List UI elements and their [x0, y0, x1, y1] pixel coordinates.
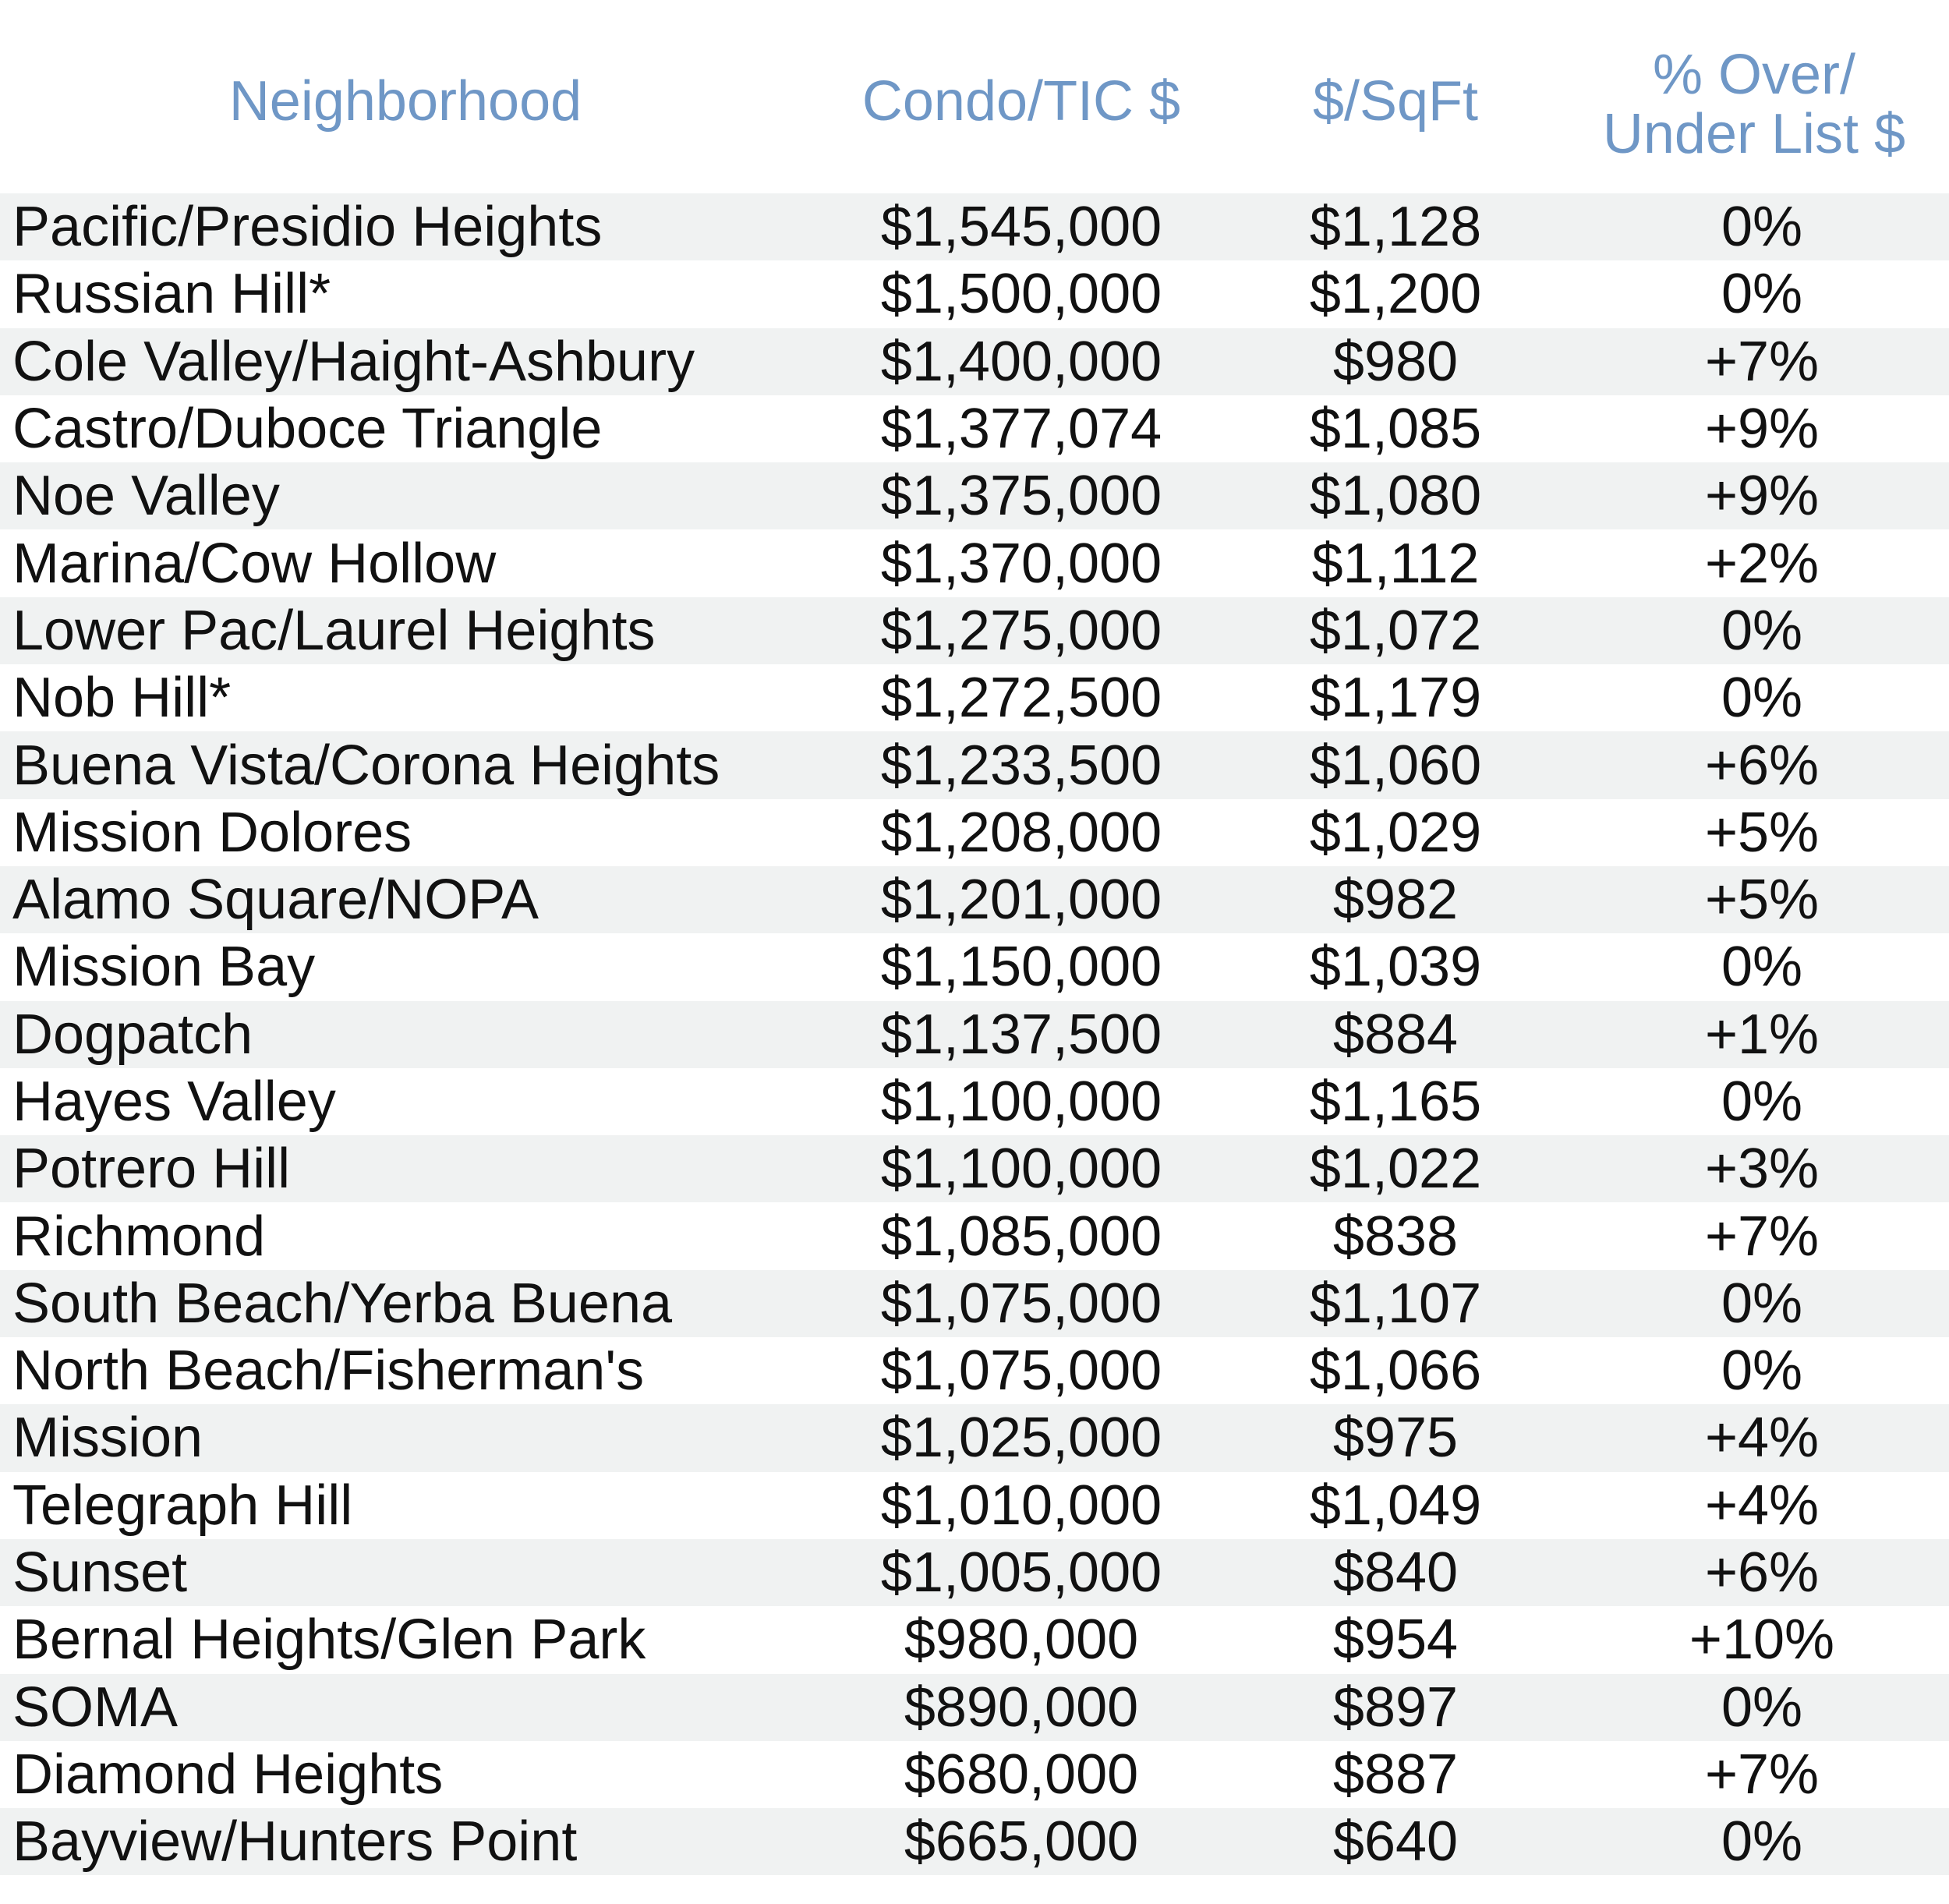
table-row [0, 866, 1949, 933]
cell-price-per-sqft: $1,072 [1309, 599, 1482, 662]
cell-over-under-list: +2% [1704, 532, 1820, 595]
cell-price-per-sqft: $1,085 [1309, 398, 1482, 461]
cell-over-under-list: 0% [1721, 1272, 1803, 1335]
table-row [0, 1337, 1949, 1404]
cell-over-under-list: +4% [1704, 1407, 1820, 1470]
cell-neighborhood: Cole Valley/Haight-Ashbury [12, 330, 695, 393]
cell-price-per-sqft: $1,165 [1309, 1071, 1482, 1133]
cell-neighborhood: Bayview/Hunters Point [12, 1810, 578, 1874]
cell-condo-tic-price: $1,545,000 [880, 196, 1162, 259]
cell-condo-tic-price: $1,233,500 [880, 734, 1162, 797]
cell-over-under-list: +6% [1704, 1541, 1820, 1605]
cell-neighborhood: Dogpatch [12, 1003, 253, 1066]
cell-over-under-list: +9% [1704, 398, 1820, 461]
cell-neighborhood: Noe Valley [12, 465, 280, 528]
cell-condo-tic-price: $1,075,000 [880, 1272, 1162, 1335]
cell-condo-tic-price: $680,000 [904, 1743, 1139, 1806]
cell-condo-tic-price: $1,208,000 [880, 801, 1162, 864]
cell-neighborhood: Mission Bay [12, 936, 316, 999]
cell-price-per-sqft: $640 [1332, 1810, 1459, 1874]
table-row [0, 1674, 1949, 1741]
table-row [0, 462, 1949, 529]
table-row [0, 731, 1949, 798]
cell-neighborhood: Richmond [12, 1205, 266, 1268]
header-condo-tic-price: Condo/TIC $ [861, 70, 1181, 133]
cell-price-per-sqft: $1,128 [1309, 196, 1482, 259]
cell-neighborhood: Lower Pac/Laurel Heights [12, 599, 656, 662]
cell-price-per-sqft: $1,060 [1309, 734, 1482, 797]
cell-neighborhood: Russian Hill* [12, 263, 331, 326]
cell-price-per-sqft: $982 [1332, 869, 1459, 932]
cell-neighborhood: Bernal Heights/Glen Park [12, 1608, 646, 1672]
cell-neighborhood: Diamond Heights [12, 1743, 444, 1806]
cell-over-under-list: +4% [1704, 1474, 1820, 1537]
cell-price-per-sqft: $884 [1332, 1003, 1459, 1066]
cell-neighborhood: SOMA [12, 1676, 179, 1739]
cell-condo-tic-price: $665,000 [904, 1810, 1139, 1874]
cell-price-per-sqft: $897 [1332, 1676, 1459, 1739]
table-row [0, 1202, 1949, 1269]
cell-condo-tic-price: $1,005,000 [880, 1541, 1162, 1605]
table-row [0, 395, 1949, 462]
table-row [0, 933, 1949, 1000]
cell-neighborhood: Hayes Valley [12, 1071, 336, 1133]
table-row [0, 529, 1949, 596]
table-header [0, 0, 1949, 193]
cell-neighborhood: Nob Hill* [12, 667, 232, 730]
table-row [0, 1606, 1949, 1673]
cell-over-under-list: 0% [1721, 599, 1803, 662]
cell-over-under-list: +9% [1704, 465, 1820, 528]
cell-neighborhood: Alamo Square/NOPA [12, 869, 539, 932]
cell-condo-tic-price: $1,201,000 [880, 869, 1162, 932]
cell-price-per-sqft: $840 [1332, 1541, 1459, 1605]
cell-condo-tic-price: $1,100,000 [880, 1138, 1162, 1201]
cell-over-under-list: +1% [1704, 1003, 1820, 1066]
cell-neighborhood: North Beach/Fisherman's [12, 1340, 645, 1403]
cell-price-per-sqft: $838 [1332, 1205, 1459, 1268]
cell-neighborhood: Mission Dolores [12, 801, 412, 864]
cell-price-per-sqft: $1,029 [1309, 801, 1482, 864]
cell-over-under-list: 0% [1721, 936, 1803, 999]
cell-over-under-list: 0% [1721, 667, 1803, 730]
cell-price-per-sqft: $1,179 [1309, 667, 1482, 730]
cell-over-under-list: 0% [1721, 1340, 1803, 1403]
cell-over-under-list: 0% [1721, 196, 1803, 259]
table-row [0, 1741, 1949, 1808]
cell-condo-tic-price: $980,000 [904, 1608, 1139, 1672]
cell-condo-tic-price: $1,375,000 [880, 465, 1162, 528]
cell-over-under-list: +5% [1704, 869, 1820, 932]
cell-neighborhood: South Beach/Yerba Buena [12, 1272, 673, 1335]
table-row [0, 1404, 1949, 1471]
table-row [0, 664, 1949, 731]
cell-neighborhood: Castro/Duboce Triangle [12, 398, 603, 461]
table-row [0, 597, 1949, 664]
cell-over-under-list: +10% [1689, 1608, 1835, 1672]
cell-neighborhood: Pacific/Presidio Heights [12, 196, 603, 259]
cell-price-per-sqft: $1,112 [1311, 532, 1480, 595]
cell-condo-tic-price: $1,272,500 [880, 667, 1162, 730]
header-price-per-sqft: $/SqFt [1312, 70, 1479, 133]
cell-condo-tic-price: $1,150,000 [880, 936, 1162, 999]
table-row [0, 1539, 1949, 1606]
header-over-under-line1: % Over/ [1652, 44, 1856, 106]
table-row [0, 1270, 1949, 1337]
header-neighborhood: Neighborhood [228, 70, 582, 133]
cell-price-per-sqft: $954 [1332, 1608, 1459, 1672]
table-body [0, 193, 1949, 1875]
cell-over-under-list: 0% [1721, 1676, 1803, 1739]
table-row [0, 1135, 1949, 1202]
header-over-under-line2: Under List $ [1602, 103, 1906, 165]
cell-condo-tic-price: $890,000 [904, 1676, 1139, 1739]
cell-condo-tic-price: $1,377,074 [880, 398, 1162, 461]
table-row [0, 1068, 1949, 1135]
cell-price-per-sqft: $1,080 [1309, 465, 1482, 528]
cell-condo-tic-price: $1,025,000 [880, 1407, 1162, 1470]
table-row [0, 1001, 1949, 1068]
header-over-under-list [1559, 45, 1949, 164]
cell-neighborhood: Sunset [12, 1541, 188, 1605]
cell-over-under-list: +3% [1704, 1138, 1820, 1201]
cell-price-per-sqft: $1,107 [1309, 1272, 1482, 1335]
table-row [0, 1808, 1949, 1875]
cell-neighborhood: Buena Vista/Corona Heights [12, 734, 720, 797]
cell-condo-tic-price: $1,100,000 [880, 1071, 1162, 1133]
cell-over-under-list: 0% [1721, 1071, 1803, 1133]
cell-over-under-list: +5% [1704, 801, 1820, 864]
cell-condo-tic-price: $1,085,000 [880, 1205, 1162, 1268]
cell-price-per-sqft: $887 [1332, 1743, 1459, 1806]
cell-over-under-list: +7% [1704, 1205, 1820, 1268]
cell-price-per-sqft: $1,022 [1309, 1138, 1482, 1201]
cell-price-per-sqft: $980 [1332, 330, 1459, 393]
table-row [0, 799, 1949, 866]
table-row [0, 260, 1949, 327]
cell-neighborhood: Telegraph Hill [12, 1474, 353, 1537]
cell-over-under-list: +6% [1704, 734, 1820, 797]
cell-condo-tic-price: $1,137,500 [880, 1003, 1162, 1066]
cell-condo-tic-price: $1,075,000 [880, 1340, 1162, 1403]
cell-over-under-list: +7% [1704, 1743, 1820, 1806]
cell-price-per-sqft: $1,049 [1309, 1474, 1482, 1537]
cell-price-per-sqft: $1,039 [1309, 936, 1482, 999]
cell-condo-tic-price: $1,010,000 [880, 1474, 1162, 1537]
cell-neighborhood: Potrero Hill [12, 1138, 291, 1201]
table-row [0, 193, 1949, 260]
cell-price-per-sqft: $975 [1332, 1407, 1459, 1470]
table-row [0, 1472, 1949, 1539]
cell-neighborhood: Marina/Cow Hollow [12, 532, 497, 595]
cell-condo-tic-price: $1,400,000 [880, 330, 1162, 393]
cell-neighborhood: Mission [12, 1407, 203, 1470]
table-row [0, 328, 1949, 395]
cell-condo-tic-price: $1,275,000 [880, 599, 1162, 662]
cell-over-under-list: +7% [1704, 330, 1820, 393]
cell-price-per-sqft: $1,066 [1309, 1340, 1482, 1403]
cell-over-under-list: 0% [1721, 263, 1803, 326]
cell-condo-tic-price: $1,370,000 [880, 532, 1162, 595]
cell-price-per-sqft: $1,200 [1309, 263, 1482, 326]
cell-over-under-list: 0% [1721, 1810, 1803, 1874]
cell-condo-tic-price: $1,500,000 [880, 263, 1162, 326]
